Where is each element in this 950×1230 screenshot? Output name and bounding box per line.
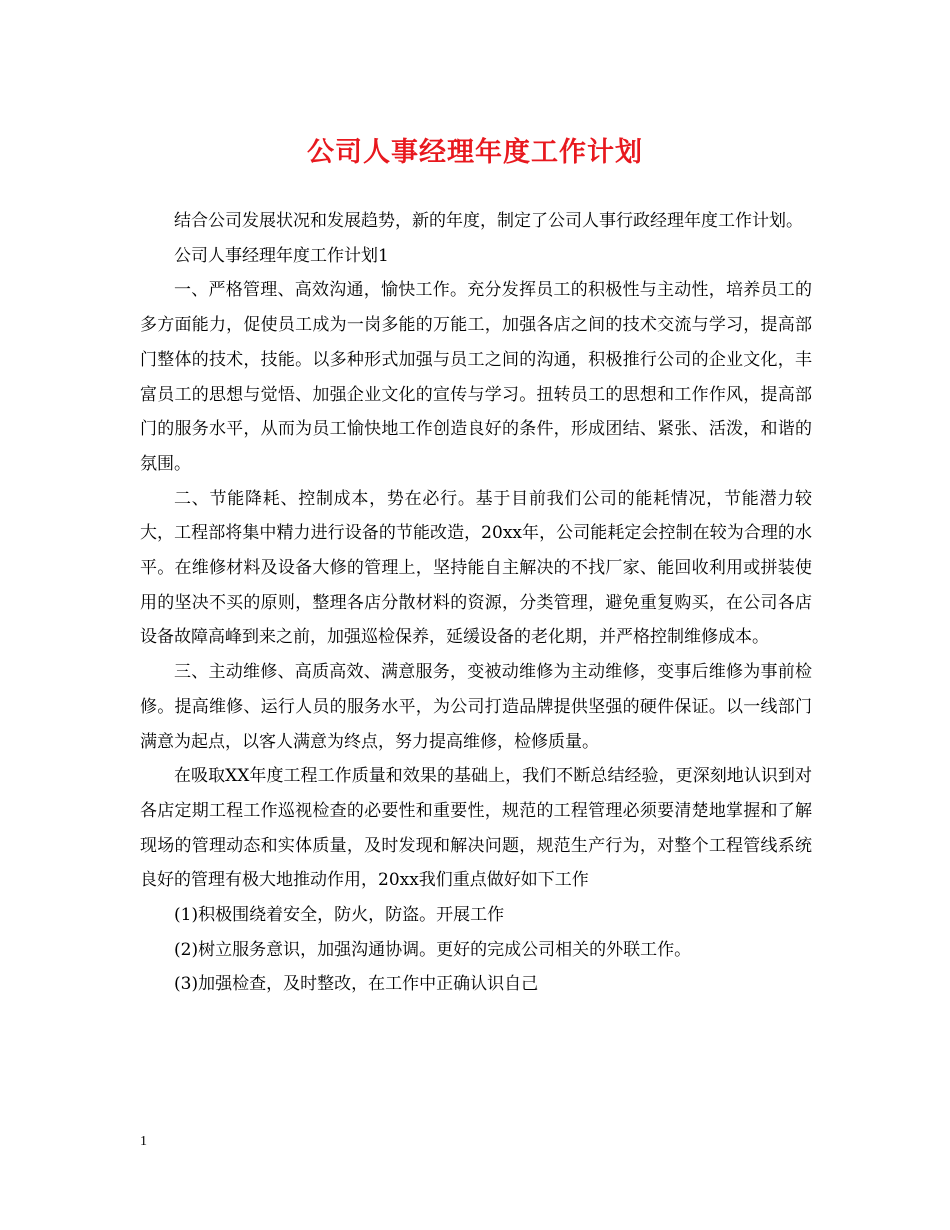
page-number: 1	[140, 1134, 147, 1149]
paragraph-item-one: 一、严格管理、高效沟通，愉快工作。充分发挥员工的积极性与主动性，培养员工的多方面能力，促使员工成为一岗多能的万能工，加强各店之间的技术交流与学习，提高部门整体的技术，技能。以多种形式加强与员工之间的沟通，积极推行公司的企业文化，丰富员工的思想与觉悟、加强企业文化的宣传与学习。扭转员工的思想和工作作风，提高部门的服务水平，从而为员工愉快地工作创造良好的条件，形成团结、紧张、活泼，和谐的氛围。	[140, 280, 812, 474]
document-body	[140, 204, 812, 1002]
list-item-3: (3)加强检查，及时整改，在工作中正确认识自己	[174, 974, 539, 995]
paragraph-item-two: 二、节能降耗、控制成本，势在必行。基于目前我们公司的能耗情况，节能潜力较大，工程部将集中精力进行设备的节能改造，20xx年，公司能耗定会控制在较为合理的水平。在维修材料及设备大修的管理上，坚持能自主解决的不找厂家、能回收利用或拼装使用的坚决不买的原则，整理各店分散材料的资源，分类管理，避免重复购买，在公司各店设备故障高峰到来之前，加强巡检保养，延缓设备的老化期，并严格控制维修成本。	[140, 488, 812, 648]
paragraph-item-three: 三、主动维修、高质高效、满意服务，变被动维修为主动维修，变事后维修为事前检修。提高维修、运行人员的服务水平，为公司打造品牌提供坚强的硬件保证。以一线部门满意为起点，以客人满意为终点，努力提高维修，检修质量。	[140, 662, 812, 752]
paragraph-section-heading: 公司人事经理年度工作计划1	[174, 245, 389, 266]
paragraph-intro: 结合公司发展状况和发展趋势，新的年度，制定了公司人事行政经理年度工作计划。	[174, 211, 803, 231]
paragraph-summary: 在吸取XX年度工程工作质量和效果的基础上，我们不断总结经验，更深刻地认识到对各店定期工程工作巡视检查的必要性和重要性，规范的工程管理必须要清楚地掌握和了解现场的管理动态和实体质量，及时发现和解决问题，规范生产行为，对整个工程管线系统良好的管理有极大地推动作用，20xx我们重点做好如下工作	[140, 766, 812, 891]
document-title: 公司人事经理年度工作计划	[307, 137, 643, 168]
list-item-1: (1)积极围绕着安全，防火，防盗。开展工作	[174, 905, 505, 926]
list-item-2: (2)树立服务意识，加强沟通协调。更好的完成公司相关的外联工作。	[174, 939, 692, 960]
